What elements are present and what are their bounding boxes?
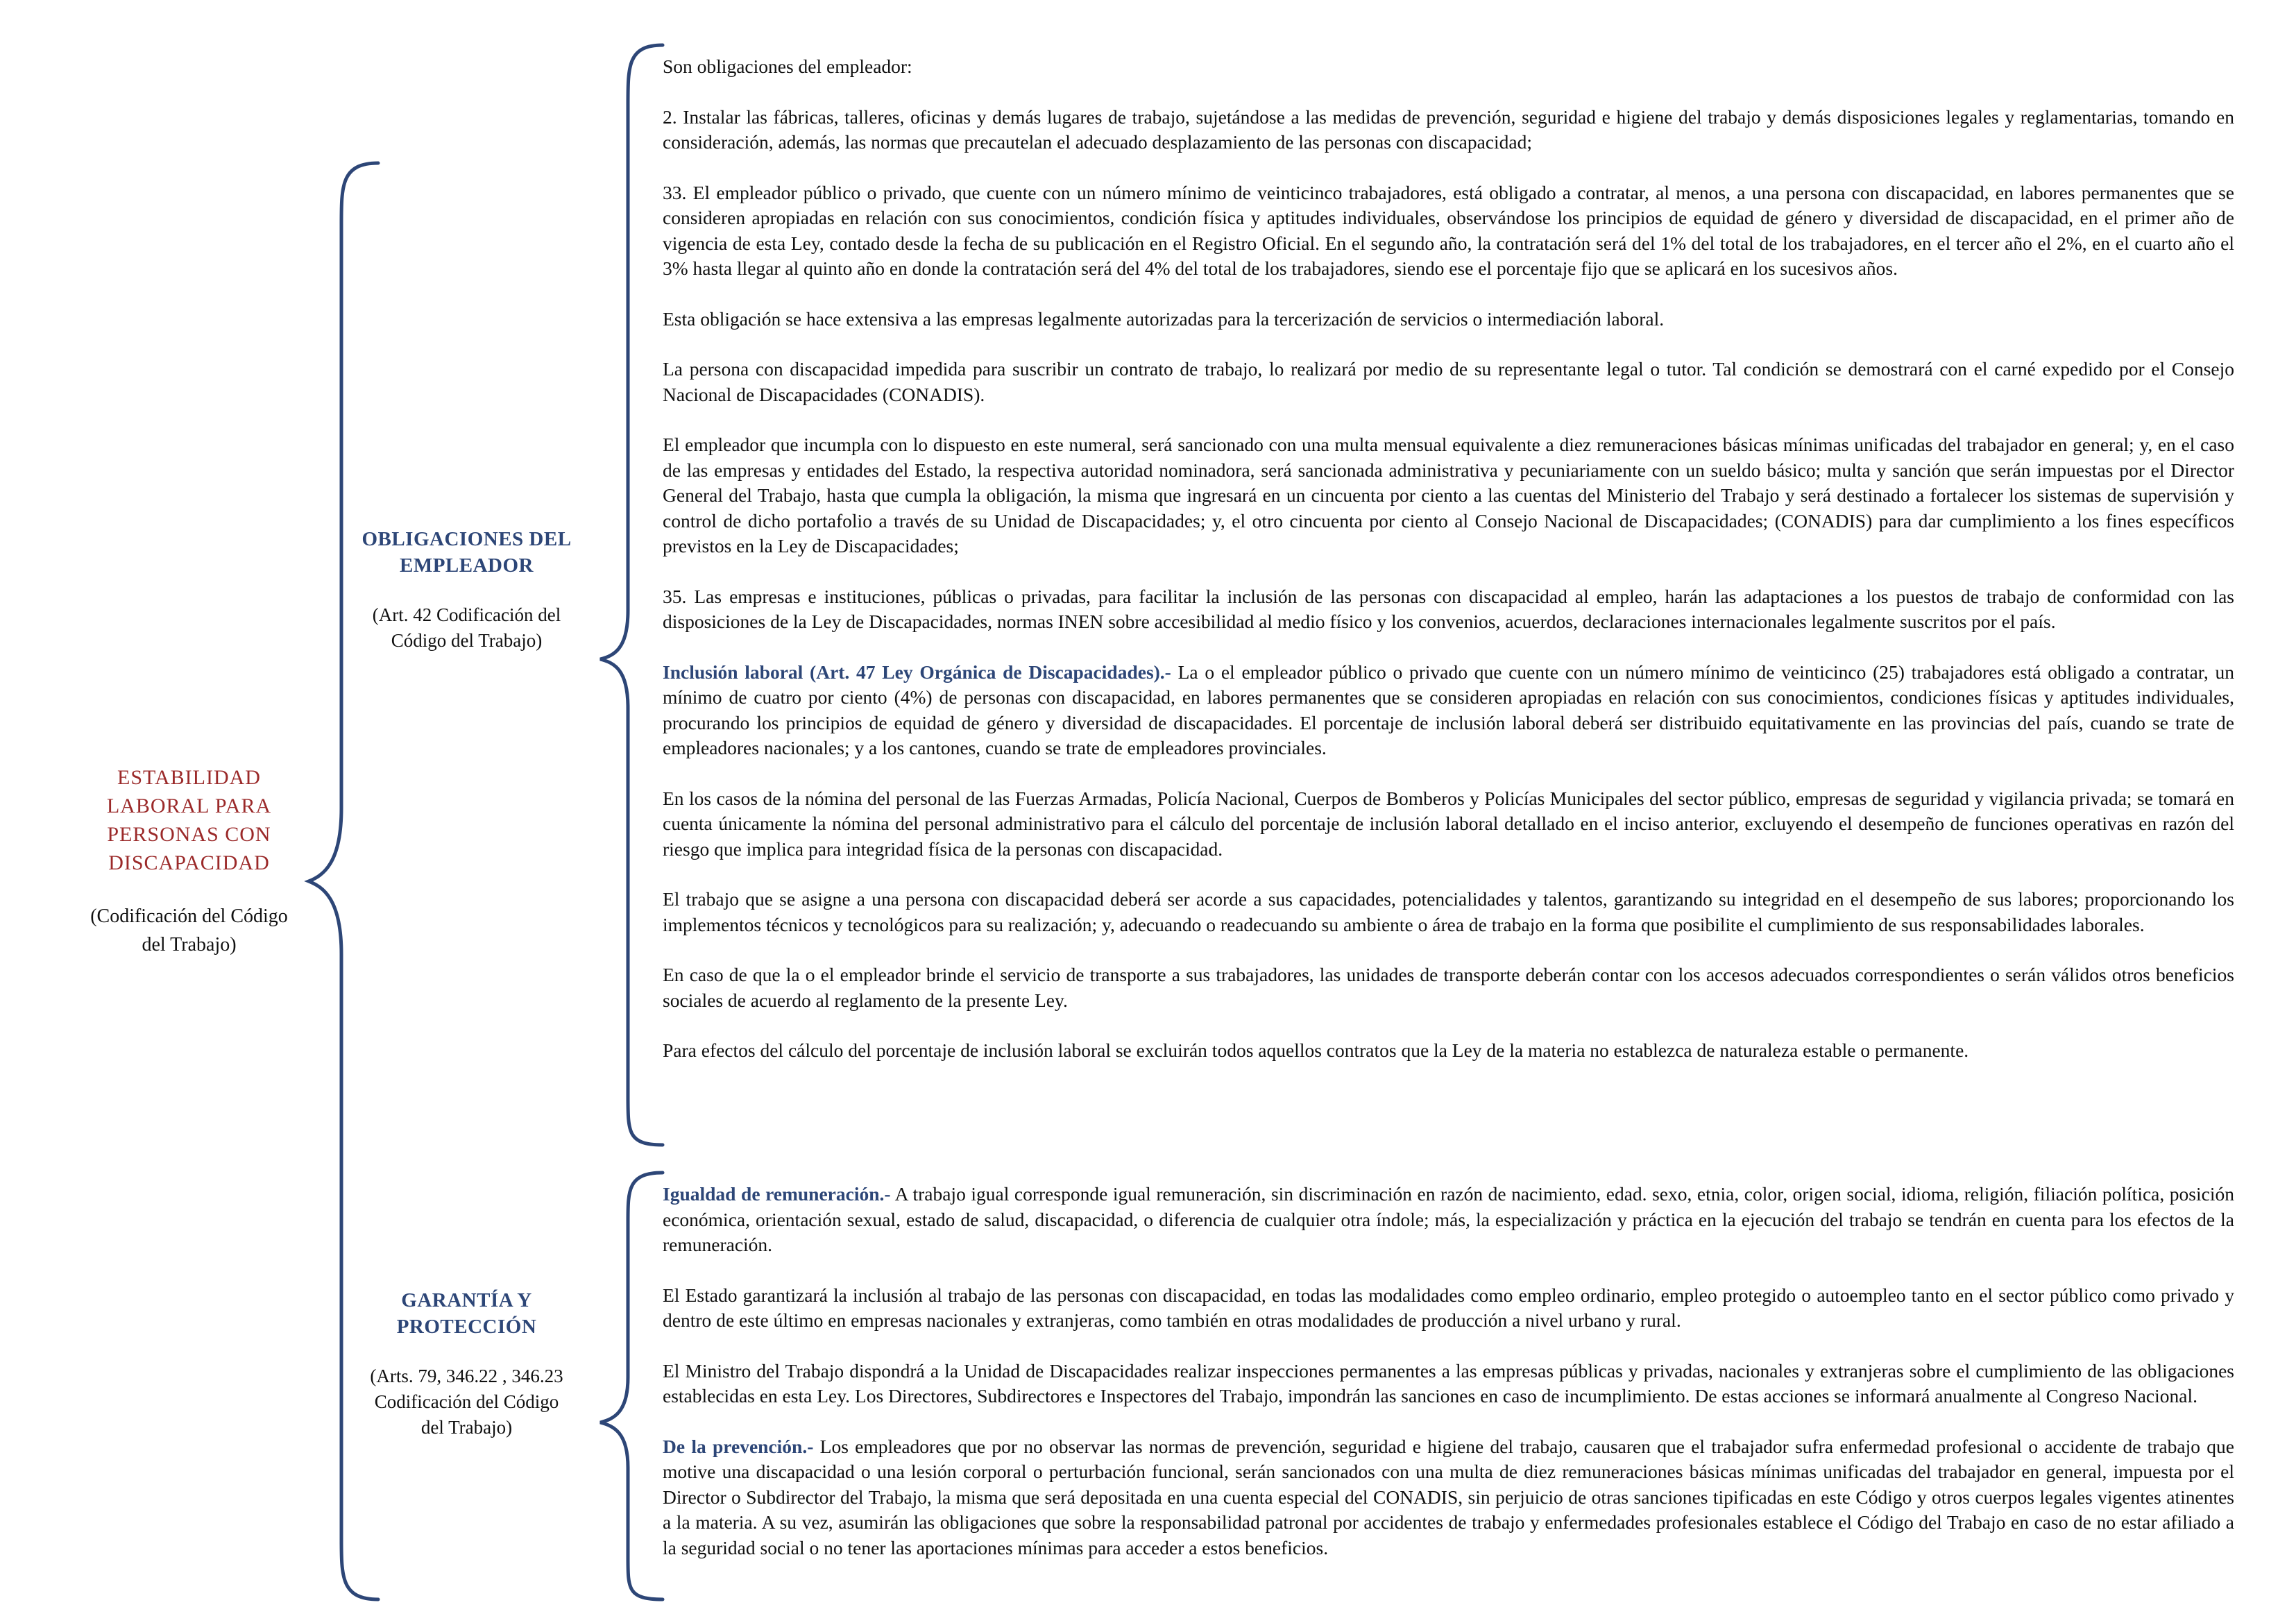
paragraph (663, 105, 2234, 155)
paragraph-lead: Igualdad de remuneración.- (663, 1183, 891, 1205)
paragraph-text: El Ministro del Trabajo dispondrá a la Unidad de Discapacidades realizar inspecciones permanentes a las empresas públicas y privadas, nacionales y extranjeras sobre el cumplimiento de las obligaciones establecidas en esta Ley. Los Directores, Subdirectores e Inspectores del Trabajo, impondrán las sanciones en caso de incumplimiento. De estas acciones se informará anualmente al Congreso Nacional. (663, 1359, 2234, 1407)
garantia-brace (600, 1173, 663, 1599)
paragraph-text: La persona con discapacidad impedida para suscribir un contrato de trabajo, lo realizará por medio de su representante legal o tutor. Tal condición se demostrará con el carné expedido por el Consejo Nacional de Discapacidades (CONADIS). (663, 358, 2234, 405)
paragraph (663, 180, 2234, 282)
paragraph (663, 1434, 2234, 1561)
paragraph-text: La o el empleador público o privado que cuente con un número mínimo de veinticinco (25) trabajadores está obligado a contratar, un mínimo de cuatro por ciento (4%) de personas con discapacidad, en labores permanentes que se consideren apropiadas en relación con sus conocimientos, condiciones físicas y aptitudes individuales, procurando los principios de equidad de género y diversidad de discapacidades. El porcentaje de inclusión laboral deberá ser distribuido equitativamente en las provincias del país, cuando se trate de empleadores nacionales; y a los cantones, cuando se trate de empleadores provinciales. (663, 661, 2234, 758)
paragraph-text: Para efectos del cálculo del porcentaje de inclusión laboral se excluirán todos aquellos contratos que la Ley de la materia no establezca de naturaleza estable o permanente. (663, 1039, 1969, 1061)
root-title-line: PERSONAS CON (107, 823, 271, 846)
paragraph-text: Los empleadores que por no observar las normas de prevención, seguridad e higiene del trabajo, causaren que el trabajador sufra enfermedad profesional o accidente de trabajo que motive una discapacidad o una lesión corporal o perturbación funcional, serán sancionados con una multa de diez remuneraciones básicas mínimas unificadas del trabajador en general, impuesta por el Director o Subdirector del Trabajo, la misma que será depositada en una cuenta especial del CONADIS, sin perjuicio de otras sanciones tipificadas en este Código y otros cuerpos legales vigentes atinentes a la materia. A su vez, asumirán las obligaciones que sobre la responsabilidad patronal por accidentes de trabajo y enfermedades profesionales establece el Código del Trabajo en caso de no estar afiliado a la seguridad social o no tener las aportaciones mínimas para acceder a estos beneficios. (663, 1435, 2234, 1558)
paragraph-text: A trabajo igual corresponde igual remuneración, sin discriminación en razón de nacimiento, edad. sexo, etnia, color, origen social, idioma, religión, filiación política, posición económica, orientación sexual, estado de salud, discapacidad, o diferencia de cualquier otra índole; más, la especialización y práctica en la ejecución del trabajo se tendrán en cuenta para los efectos de la remuneración. (663, 1183, 2234, 1255)
paragraph-text: En caso de que la o el empleador brinde el servicio de transporte a sus trabajadores, las unidades de transporte deberán contar con los accesos adecuados correspondientes o serán válidos otros beneficios sociales de acuerdo al reglamento de la presente Ley. (663, 964, 2234, 1011)
root-title-line: ESTABILIDAD (117, 766, 261, 789)
obligaciones-text (663, 54, 2234, 1089)
root-node (62, 763, 316, 959)
paragraph (663, 786, 2234, 863)
paragraph-text: 33. El empleador público o privado, que cuente con un número mínimo de veinticinco trabajadores, está obligado a contratar, al menos, a una persona con discapacidad, en labores permanentes que se consideren apropiadas en relación con sus conocimientos, condición física y aptitudes individuales, observándose los principios de equidad de género y diversidad de discapacidad, en el primer año de vigencia de esta Ley, contado desde la fecha de su publicación en el Registro Oficial. En el segundo año, la contratación será del 1% del total de los trabajadores, en el tercer año el 2%, en el cuarto año el 3% hasta llegar al quinto año en donde la contratación será del 4% del total de los trabajadores, siendo ese el porcentaje fijo que se aplicará en los sucesivos años. (663, 181, 2234, 279)
paragraph-text: Esta obligación se hace extensiva a las empresas legalmente autorizadas para la tercerización de servicios o intermediación laboral. (663, 307, 1665, 330)
paragraph-lead: De la prevención.- (663, 1435, 814, 1457)
paragraph (663, 357, 2234, 407)
paragraph (663, 1283, 2234, 1334)
root-title-line: DISCAPACIDAD (108, 851, 270, 874)
branch-subtitle (347, 602, 586, 654)
branch-title (347, 1287, 586, 1340)
branch-title-line: EMPLEADOR (400, 554, 534, 577)
paragraph-text: El empleador que incumpla con lo dispuesto en este numeral, será sancionado con una multa mensual equivalente a diez remuneraciones básicas mínimas unificadas del trabajador en general; y, en el caso de las empresas y entidades del Estado, la respectiva autoridad nominadora, será sancionada administrativa y pecuniariamente con un sueldo básico; multa y sanción que serán impuestas por el Director General del Trabajo, hasta que cumpla la obligación, la misma que ingresará en un cincuenta por ciento a las cuentas del Ministerio del Trabajo y será destinado a fortalecer los sistemas de supervisión y control de dicho portafolio a través de su Unidad de Discapacidades; y, el otro cincuenta por ciento al Consejo Nacional de Discapacidades; (CONADIS) para dar cumplimiento a los fines específicos previstos en la Ley de Discapacidades; (663, 434, 2234, 556)
root-title-line: LABORAL PARA (106, 794, 272, 817)
branch-subtitle-line: Codificación del Código (374, 1391, 559, 1412)
paragraph (663, 54, 2234, 80)
branch-subtitle-line: del Trabajo) (420, 1417, 513, 1438)
root-subtitle (62, 902, 316, 959)
paragraph (663, 1038, 2234, 1064)
branch-subtitle-line: Código del Trabajo) (391, 630, 543, 651)
paragraph (663, 1182, 2234, 1258)
branch-subtitle-line: (Arts. 79, 346.22 , 346.23 (370, 1366, 563, 1386)
paragraph-text: 35. Las empresas e instituciones, públicas o privadas, para facilitar la inclusión de las personas con discapacidad al empleo, harán las adaptaciones a los puestos de trabajo de conformidad con las disposiciones de la Ley de Discapacidades, normas INEN sobre accesibilidad al medio físico y los convenios, acuerdos, declaraciones internacionales legalmente suscritos por el país. (663, 585, 2234, 632)
paragraph (663, 584, 2234, 635)
branch-subtitle (347, 1363, 586, 1441)
root-subtitle-line: del Trabajo) (142, 934, 237, 955)
branch-subtitle-line: (Art. 42 Codificación del (372, 604, 561, 625)
paragraph-text: En los casos de la nómina del personal de las Fuerzas Armadas, Policía Nacional, Cuerpos de Bomberos y Policías Municipales del sector público, empresas de seguridad y vigilancia privada; se tomará en cuenta únicamente la nómina del personal administrativo para el cálculo del porcentaje de inclusión laboral detallado en el inciso anterior, excluyendo el desempeño de funciones operativas en razón del riesgo que implica para integridad física de la personas con discapacidad. (663, 787, 2234, 860)
branch-title-line: PROTECCIÓN (396, 1316, 537, 1338)
paragraph-text: 2. Instalar las fábricas, talleres, oficinas y demás lugares de trabajo, sujetándose a las medidas de prevención, seguridad e higiene del trabajo y demás disposiciones legales y reglamentarias, tomando en consideración, además, las normas que precautelan el adecuado desplazamiento de las personas con discapacidad; (663, 105, 2234, 153)
paragraph-text: El trabajo que se asigne a una persona con discapacidad deberá ser acorde a sus capacidades, potencialidades y talentos, garantizando su integridad en el desempeño de sus labores; proporcionando los implementos técnicos y tecnológicos para su realización; y, adecuando o readecuando su ambiente o área de trabajo en la forma que posibilite el cumplimiento de sus responsabilidades laborales. (663, 888, 2234, 935)
branch-title-line: GARANTÍA Y (401, 1289, 532, 1311)
branch-obligaciones-label (347, 526, 586, 654)
branch-garantia-label (347, 1287, 586, 1441)
paragraph (663, 887, 2234, 937)
branch-title-line: OBLIGACIONES DEL (362, 528, 572, 550)
paragraph-text: El Estado garantizará la inclusión al trabajo de las personas con discapacidad, en todas las modalidades como empleo ordinario, empleo protegido o autoempleo tanto en el sector público como privado y dentro de este último en empresas nacionales y extranjeras, como también en otras modalidades de producción a nivel urbano y rural. (663, 1284, 2234, 1331)
paragraph-text: Son obligaciones del empleador: (663, 56, 912, 77)
paragraph (663, 432, 2234, 559)
paragraph (663, 660, 2234, 761)
garantia-text (663, 1182, 2234, 1586)
paragraph (663, 962, 2234, 1013)
root-subtitle-line: (Codificación del Código (90, 906, 288, 927)
paragraph (663, 1359, 2234, 1409)
obligaciones-brace (600, 45, 663, 1145)
paragraph (663, 307, 2234, 332)
branch-title (347, 526, 586, 579)
root-title (62, 763, 316, 877)
paragraph-lead: Inclusión laboral (Art. 47 Ley Orgánica de Discapacidades).- (663, 661, 1171, 683)
